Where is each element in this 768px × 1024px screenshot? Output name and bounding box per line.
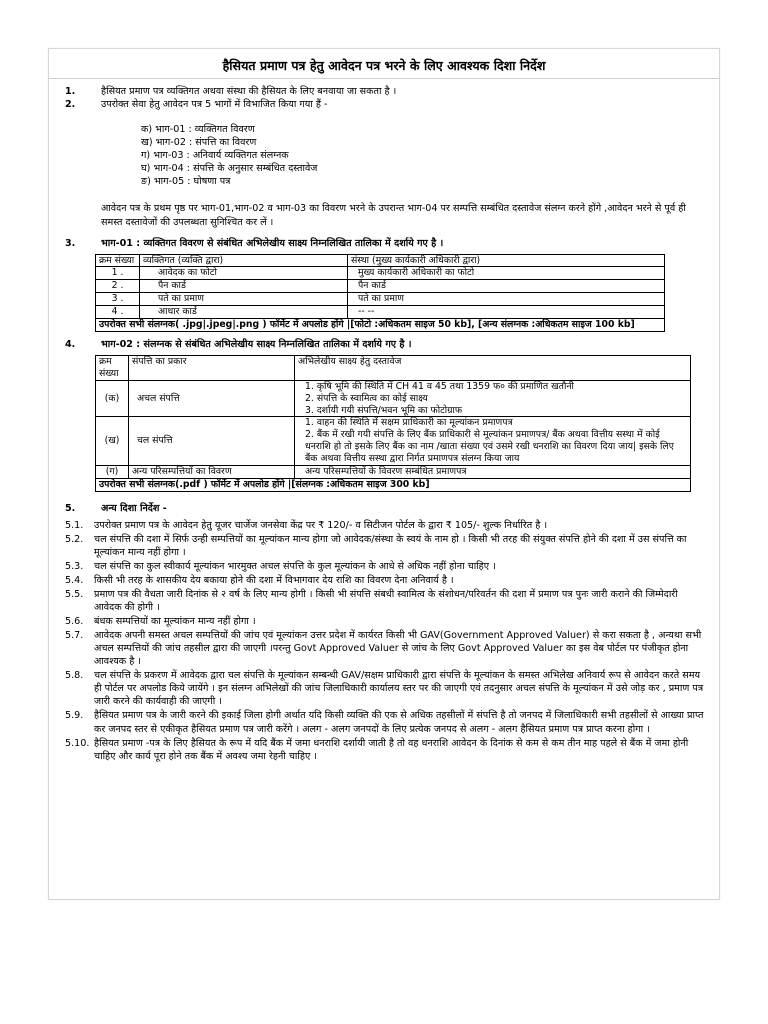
table-footer-row (96, 478, 691, 491)
col-header-individual: व्यक्तिगत (व्यक्ति द्वारा) (140, 254, 348, 267)
document-item: अन्य परिसम्पत्तियों के विवरण सम्बंधित प्रमाणपत्र (305, 466, 467, 477)
point-number: 2. (65, 99, 76, 111)
table-row (96, 417, 691, 466)
cell-institution: पते का प्रमाण (348, 293, 665, 306)
cell-serial: (ग) (96, 466, 129, 479)
col-header-serial: क्रम संख्या (96, 254, 140, 267)
cell-property-type: अचल संपत्ति (129, 380, 295, 417)
guideline-text: चल संपत्ति का कुल स्वीकार्य मूल्यांकन भारमुक्त अचल संपत्ति के कुल मूल्यांकन के आधे से अधिक नहीं होना चाहिए । (94, 560, 496, 572)
cell-serial: 4 . (96, 306, 140, 319)
guideline-number: 5.5. (65, 589, 84, 601)
section-heading-text: अन्य दिशा निर्देश - (101, 502, 167, 514)
section-number: 4. (65, 338, 76, 350)
cell-institution: मुख्य कार्यकारी अधिकारी का फोटो (348, 267, 665, 280)
table-row (96, 293, 665, 306)
document-item: 2. संपत्ति के स्वामित्व का कोई साक्ष्य (305, 392, 428, 404)
guideline-text: हैसियत प्रमाण पत्र के जारी करने की इकाई जिला होगी अर्थात यदि किसी व्यक्ति की एक से अधिक तहसीलों में संपत्ति है तो जनपद में जिलाधिकारी सभी तहसीलों से आख्या प्राप्त कर जनपद स्तर से एकीकृत हैसियत प्रमाण पत्र जारी करेंगे । अलग - अलग जनपदों के लिए प्रत्येक जनपद से अलग - अलग हैसियत प्रमाण पत्र प्राप्त करना होगा । (94, 710, 704, 735)
cell-individual: पते का प्रमाण (140, 293, 348, 306)
cell-serial: (क) (96, 380, 129, 417)
cell-institution: पैन कार्ड (348, 280, 665, 293)
table-row (96, 280, 665, 293)
guideline-number: 5.3. (65, 560, 84, 572)
guideline-item (65, 629, 707, 668)
guideline-item (65, 533, 707, 559)
section-number: 5. (65, 502, 76, 514)
cell-institution: -- -- (348, 306, 665, 319)
document-item: 1. कृषि भूमि की स्थिति में CH 41 व 45 तथा 1359 फ० की प्रमाणित खतौनी (305, 380, 574, 392)
cell-documents (295, 417, 691, 466)
document-item: 1. वाहन की स्थिति में सक्षम प्राधिकारी का मूल्यांकन प्रमाणपत्र (305, 417, 513, 429)
section-heading-text: भाग-01 : व्यक्तिगत विवरण से संबंधित अभिलेखीय साक्ष्य निम्नलिखित तालिका में दर्शाये गए है । (101, 237, 444, 249)
table-row (96, 267, 665, 280)
document-item: 2. बैंक में रखी गयी संपत्ति के लिए बैंक प्राधिकारी से मूल्यांकन प्रमाणपत्र/ बैंक अथवा वित्तीय सस्था में कोई धनराशि हो तो इसके लिए बैंक का नाम /खाता संख्या एवं उसमे रखी धनराशि का विवरण दिया जाय| इसके लिए बैंक अथवा वित्तीय सस्था द्वारा निर्गत प्रमाणपत्र संलग्न किया जाय (305, 429, 674, 465)
point-2 (65, 98, 707, 111)
guideline-text: चल संपत्ति की दशा में सिर्फ उन्ही सम्पत्तियों का मूल्यांकन मान्य होगा जो आवेदक/संस्था के स्वयं के नाम हो । किसी भी तरह की संयुक्त संपत्ति होने की दशा में उस संपत्ति का मूल्यांकन मान्य नहीं होगा । (94, 533, 687, 558)
guideline-number: 5.6. (65, 616, 84, 628)
guideline-item (65, 709, 707, 735)
point-text: उपरोक्त सेवा हेतु आवेदन पत्र 5 भागों में विभाजित किया गया हैं - (101, 99, 328, 111)
guideline-text: चल संपत्ति के प्रकरण में आवेदक द्वारा चल संपत्ति के मूल्यांकन सम्बन्धी GAV/सक्षम प्राधिकारी द्वारा संपत्ति के मूल्यांकन के समस्त अभिलेख अनिवार्य रूप से आवेदन करते समय ही पोर्टल पर अपलोड किये जायेंगे । इन संलग्न अभिलेखों की जांच जिलाधिकारी कार्यालय स्तर पर की जाएगी एवं तदनुसार अचल संपत्ति के मूल्यांकन में उसे जोड़ कर , प्रमाण पत्र जारी करने की कार्यवाही की जाएगी । (94, 670, 704, 708)
table-footer-row (96, 319, 665, 332)
part-item: घ) भाग-04 : संपत्ति के अनुसार सम्बंधित दस्तावेज (141, 163, 318, 175)
parts-list (141, 123, 707, 188)
guideline-text: उपरोक्त प्रमाण पत्र के आवेदन हेतु यूजर चार्जेज जनसेवा केंद्र पर ₹ 120/- व सिटीजन पोर्टल के द्वारा ₹ 105/- शुल्क निर्धारित है । (94, 519, 548, 531)
parts-note: आवेदन पत्र के प्रथम पृष्ठ पर भाग-01,भाग-02 व भाग-03 का विवरण भरने के उपरान्त भाग-04 पर सम्पत्ति सम्बंधित दस्तावेज संलग्न करने होंगे ,आवेदन भरने से पूर्व ही समस्त दस्तावेजों की उपलब्धता सुनिश्चित कर लें । (101, 203, 686, 228)
guideline-text: प्रमाण पत्र की वैधता जारी दिनांक से २ वर्ष के लिए मान्य होगी । किसी भी संपत्ति संबधी स्वामित्व के संशोधन/परिवर्तन की दशा में प्रमाण पत्र पुनः जारी कराने की जिम्मेदारी आवेदक की होगी । (94, 589, 678, 614)
table-footer-note: उपरोक्त सभी संलग्नक(.pdf ) फॉर्मेट में अपलोड होंगे |[संलग्नक :अधिकतम साइज 300 kb] (96, 478, 691, 491)
point-1 (65, 85, 707, 98)
cell-documents (295, 466, 691, 479)
guideline-number: 5.2. (65, 533, 84, 545)
document-title: हैसियत प्रमाण पत्र हेतु आवेदन पत्र भरने के लिए आवश्यक दिशा निर्देश (49, 55, 719, 79)
guideline-item (65, 588, 707, 614)
guidelines-list (65, 519, 707, 763)
guideline-text: किसी भी तरह के शासकीय देय बकाया होने की दशा में विभागवार देय राशि का विवरण देना अनिवार्य है । (94, 575, 454, 587)
section-number: 3. (65, 237, 76, 249)
col-header-documents: अभिलेखीय साक्ष्य हेतु दस्तावेज (295, 355, 691, 380)
cell-documents (295, 380, 691, 417)
cell-individual: पैन कार्ड (140, 280, 348, 293)
cell-individual: आवेदक का फोटो (140, 267, 348, 280)
cell-serial: 1 . (96, 267, 140, 280)
table-footer-note: उपरोक्त सभी संलग्नक( .jpg|.jpeg|.png ) फॉर्मेट में अपलोड होंगे |[फोटो :अधिकतम साइज 50 kb], [अन्य संलग्नक :अधिकतम साइज 100 kb] (96, 319, 665, 332)
guideline-text: आवेदक अपनी समस्त अचल सम्पत्तियों की जांच एवं मूल्यांकन उत्तर प्रदेश में कार्यरत किसी भी GAV(Government Approved Valuer) से करा सकता है , अन्यथा सभी अचल सम्पत्तियों की जांच तहसील द्वारा की जाएगी ।परन्तु Govt Approved Valuer से जांच के लिए Govt Approved Valuer का इस वेब पोर्टल पर पंजीकृत होना आवश्यक है । (94, 630, 702, 668)
property-details-table (95, 355, 691, 492)
section-heading-text: भाग-02 : संलग्नक से संबंधित अभिलेखीय साक्ष्य निम्नलिखित तालिका में दर्शाये गए है । (101, 338, 412, 350)
part-item: ङ) भाग-05 : घोषणा पत्र (141, 176, 231, 188)
guideline-text: हैसियत प्रमाण -पत्र के लिए हैसियत के रूप में यदि बैंक में जमा धनराशि दर्शायी जाती है तो वह धनराशि आवेदन के दिनांक से कम से कम तीन माह पहले से बैंक में जमा होनी चाहिए और कार्य पूरा होने तक बैंक में अवश्य जमा रेहनी चाहिए । (94, 737, 689, 762)
col-header-institution: संस्था (मुख्य कार्यकारी अधिकारी द्वारा) (348, 254, 665, 267)
guideline-item (65, 574, 707, 587)
point-text: हैसियत प्रमाण पत्र व्यक्तिगत अथवा संस्था की हैसियत के लिए बनवाया जा सकता है । (101, 86, 397, 98)
document-item: 3. दर्शायी गयी संपत्ति/भवन भूमि का फोटोग्राफ (305, 404, 463, 416)
cell-property-type: अन्य परिसम्पत्तियों का विवरण (129, 466, 295, 479)
guideline-number: 5.7. (65, 630, 84, 642)
point-number: 1. (65, 86, 76, 98)
part-item: ख) भाग-02 : संपत्ति का विवरण (141, 137, 257, 149)
cell-individual: आधार कार्ड (140, 306, 348, 319)
part-item: ग) भाग-03 : अनिवार्य व्यक्तिगत संलग्नक (141, 150, 289, 162)
guideline-number: 5.1. (65, 519, 84, 531)
personal-details-table (95, 254, 665, 332)
guideline-item (65, 615, 707, 628)
cell-serial: 3 . (96, 293, 140, 306)
col-header-property-type: संपत्ति का प्रकार (129, 355, 295, 380)
cell-serial: 2 . (96, 280, 140, 293)
section-3-heading (65, 237, 707, 250)
table-row (96, 466, 691, 479)
table-header-row (96, 355, 691, 380)
guideline-item (65, 669, 707, 708)
cell-property-type: चल संपत्ति (129, 417, 295, 466)
guideline-number: 5.8. (65, 670, 84, 682)
guideline-text: बंधक सम्पत्तियों का मूल्यांकन मान्य नहीं होगा । (94, 616, 256, 628)
guideline-item (65, 519, 707, 532)
col-header-serial: क्रम संख्या (96, 355, 129, 380)
section-5-heading (65, 502, 707, 515)
guideline-item (65, 560, 707, 573)
table-row (96, 306, 665, 319)
cell-serial: (ख) (96, 417, 129, 466)
part-item: क) भाग-01 : व्यक्तिगत विवरण (141, 124, 255, 136)
section-4-heading (65, 338, 707, 351)
guideline-number: 5.10. (65, 737, 90, 749)
guideline-number: 5.9. (65, 710, 84, 722)
table-header-row (96, 254, 665, 267)
guideline-number: 5.4. (65, 575, 84, 587)
table-row (96, 380, 691, 417)
document-page (48, 48, 720, 900)
guideline-item (65, 737, 707, 763)
